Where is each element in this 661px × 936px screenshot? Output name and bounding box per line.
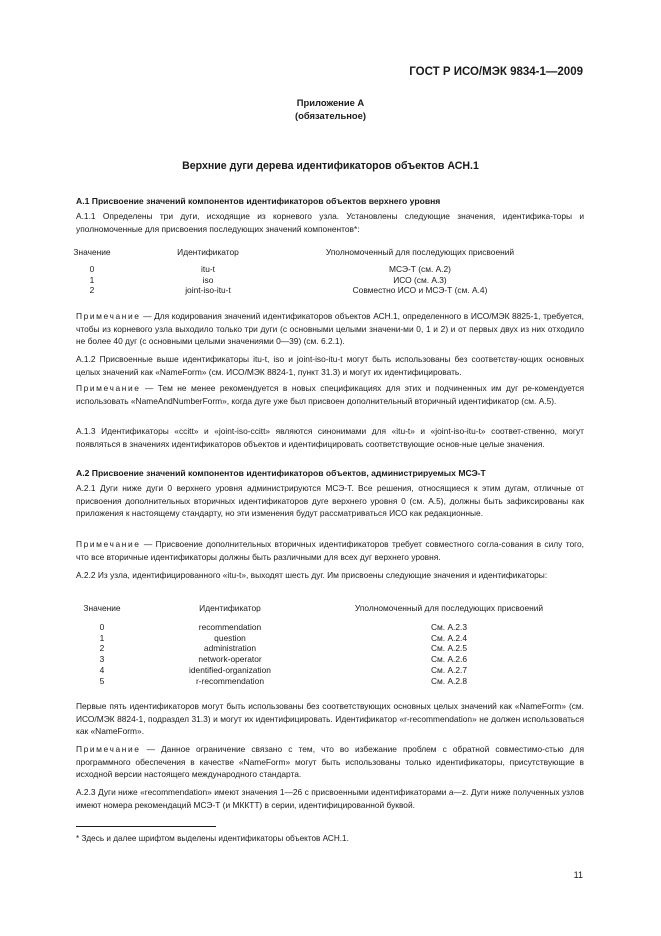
standard-header: ГОСТ Р ИСО/МЭК 9834-1—2009 <box>409 66 583 78</box>
table-row: 2 joint-iso-itu-t Совместно ИСО и МСЭ-Т (см. А.4) <box>89 285 488 296</box>
table-header-row <box>76 603 566 614</box>
paragraph-a1-3: А.1.3 Идентификаторы «ccitt» и «joint-iso-ccitt» являются синонимами для «itu-t» и «joint-iso-itu-t» соответ-ственно, могут появляться в значениях идентификаторов объектов и идентифицировать соответствующие основ-ные целые значения. <box>76 426 584 449</box>
footnote: * Здесь и далее шрифтом выделены идентификаторы объектов АСН.1. <box>76 834 349 843</box>
col-header-identifier: Идентификатор <box>177 247 239 257</box>
table-row: 1 question См. А.2.4 <box>99 632 467 643</box>
table-itu-t-arcs <box>76 603 566 687</box>
table-top-arcs <box>64 247 544 296</box>
col-header-value: Значение <box>83 603 121 613</box>
col-header-authority: Уполномоченный для последующих присвоений <box>354 603 544 613</box>
note-a2-1: Примечание — Присвоение дополнительных вторичных идентификаторов требует совместного согла-сования в силу того, что все вторичные идентификаторы должны быть различными для всех дуг верхнего уровня. <box>76 539 585 562</box>
annex-title: Приложение А <box>296 97 365 108</box>
paragraph-a1-2: А.1.2 Присвоенные выше идентификаторы itu-t, iso и joint-iso-itu-t могут быть использованы без соответству-ющих основных целых значений как «NameForm» (см. ИСО/МЭК 8824-1, пункт 31.3) и могут их идентифицировать. <box>76 354 584 377</box>
annex-status: (обязательное) <box>295 110 366 121</box>
note-label: Примечание <box>76 311 141 321</box>
note-label: Примечание <box>76 383 141 393</box>
note-a1-2: Примечание — Тем не менее рекомендуется в новых спецификациях для этих и подчиненных им дуг ре-комендуется использовать «NameAndNumberForm», когда дуге уже был присвоен дополнительный вторичный идентификатор (см. А.5). <box>76 383 585 406</box>
note-a1-1: Примечание — Для кодирования значений идентификаторов объектов АСН.1, определенного в ИСО/МЭК 8825-1, требуется, чтобы из корневого узла выходило только три дуги (с основными целыми значени-ми 0, 1 и 2) и от первых двух из них отходило не более 40 дуг (с основными целыми значениями 0—39) (см. 6.2.1). <box>76 311 584 347</box>
table-row: 3 network-operator См. А.2.6 <box>99 654 467 665</box>
main-title: Верхние дуги дерева идентификаторов объектов АСН.1 <box>182 160 479 172</box>
col-header-identifier: Идентификатор <box>199 603 261 613</box>
paragraph-a1-1: А.1.1 Определены три дуги, исходящие из корневого узла. Установлены следующие значения, идентифика-торы и уполномоченные для присвоения последующих значений компонентов*: <box>76 211 584 234</box>
table-header-row <box>64 247 544 258</box>
paragraph-a2-3: А.2.3 Дуги ниже «recommendation» имеют значения 1—26 с присвоенными идентификаторами a—z. Дуги ниже полученных узлов имеют номера рекомендаций МСЭ-Т (и МККТТ) в серии, идентифицированной буквой. <box>76 787 584 810</box>
paragraph-a2-2-cont: Первые пять идентификаторов могут быть использованы без соответствующих основных целых значений как «NameForm» (см. ИСО/МЭК 8824-1, подраздел 31.3) и могут их идентифицировать. Идентификатор «r-recommendation» не должен использоваться как «NameForm». <box>76 701 584 737</box>
note-label: Примечание <box>76 744 141 754</box>
table-row: 5 r-recommendation См. А.2.8 <box>99 675 467 686</box>
col-header-authority: Уполномоченный для последующих присвоений <box>325 247 515 257</box>
table-row: 2 administration См. А.2.5 <box>99 643 467 654</box>
paragraph-a2-1: А.2.1 Дуги ниже дуги 0 верхнего уровня администрируются МСЭ-Т. Все решения, относящиеся к этим дугам, отличные от присвоения дополнительных вторичных идентификаторов дуге верхнего уровня 0 (см. А.5), должны быть зафиксированы как приложения к настоящему стандарту, но эти изменения будут рассматриваться ИСО как редакционные. <box>76 483 584 519</box>
table-row: 0 itu-t МСЭ-Т (см. А.2) <box>89 263 451 274</box>
note-a2-2: Примечание — Данное ограничение связано с тем, что во избежание проблем с обратной совместимо-стью для программного обеспечения в качестве «NameForm» могут быть использованы только идентификаторы, присутствующие в исходной версии настоящего международного стандарта. <box>76 744 584 780</box>
col-header-value: Значение <box>73 247 111 257</box>
table-row: 0 recommendation См. А.2.3 <box>99 621 467 632</box>
footnote-divider <box>76 826 216 827</box>
page-number: 11 <box>573 870 583 880</box>
table-row: 4 identified-organization См. А.2.7 <box>99 664 467 675</box>
table-row: 1 iso ИСО (см. А.3) <box>89 274 447 285</box>
note-label: Примечание <box>76 539 141 549</box>
section-a1-heading: А.1 Присвоение значений компонентов идентификаторов объектов верхнего уровня <box>76 196 441 206</box>
paragraph-a2-2: А.2.2 Из узла, идентифицированного «itu-t», выходят шесть дуг. Им присвоены следующие значения и идентификаторы: <box>76 570 548 580</box>
section-a2-heading: А.2 Присвоение значений компонентов идентификаторов объектов, администрируемых МСЭ-Т <box>76 468 486 478</box>
